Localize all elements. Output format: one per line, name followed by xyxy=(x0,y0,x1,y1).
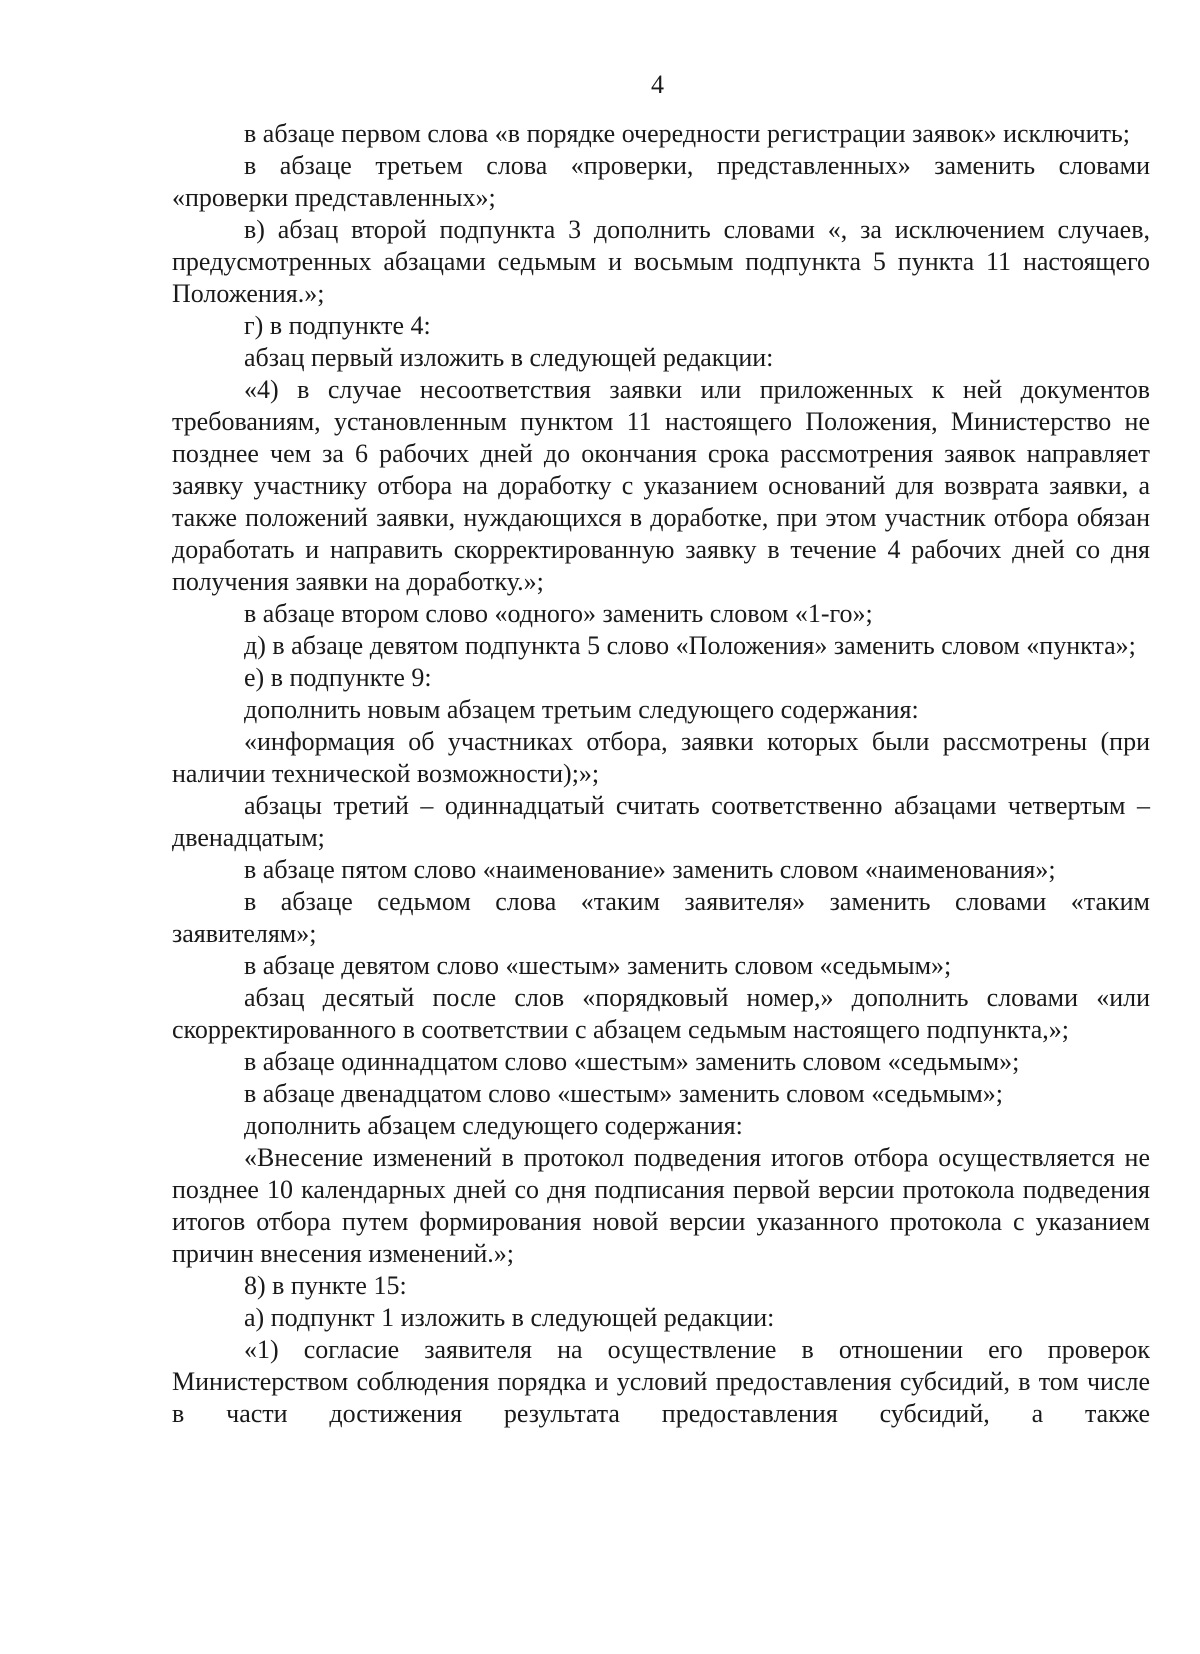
paragraph: в абзаце седьмом слова «таким заявителя» заменить словами «таким заявителям»; xyxy=(172,887,1150,948)
paragraph: е) в подпункте 9: xyxy=(244,663,432,692)
paragraph: дополнить абзацем следующего содержания: xyxy=(244,1111,743,1140)
paragraph: в абзаце одиннадцатом слово «шестым» заменить словом «седьмым»; xyxy=(244,1047,1020,1076)
paragraph: дополнить новым абзацем третьим следующего содержания: xyxy=(244,695,919,724)
paragraph: абзац десятый после слов «порядковый номер,» дополнить словами «или скорректированного в соответствии с абзацем седьмым настоящего подпункта,»; xyxy=(172,983,1150,1044)
paragraph: а) подпункт 1 изложить в следующей редакции: xyxy=(244,1303,775,1332)
paragraph: в абзаце девятом слово «шестым» заменить словом «седьмым»; xyxy=(244,951,952,980)
paragraph: в абзаце втором слово «одного» заменить словом «1-го»; xyxy=(244,599,873,628)
paragraph: г) в подпункте 4: xyxy=(244,311,431,340)
paragraph: в) абзац второй подпункта 3 дополнить словами «, за исключением случаев, предусмотренных абзацами седьмым и восьмым подпункта 5 пункта 11 настоящего Положения.»; xyxy=(172,215,1150,308)
paragraph: «информация об участниках отбора, заявки которых были рассмотрены (при наличии технической возможности);»; xyxy=(172,727,1150,788)
document-body xyxy=(172,118,1150,1430)
paragraph: абзац первый изложить в следующей редакции: xyxy=(244,343,774,372)
paragraph: «Внесение изменений в протокол подведения итогов отбора осуществляется не позднее 10 календарных дней со дня подписания первой версии протокола подведения итогов отбора путем формирования новой версии указанного протокола с указанием причин внесения изменений.»; xyxy=(172,1143,1150,1268)
paragraph: «1) согласие заявителя на осуществление в отношении его проверок Министерством соблюдения порядка и условий предоставления субсидий, в том числе в части достижения результата предоставления субсидий, а также xyxy=(172,1335,1150,1428)
paragraph: в абзаце третьем слова «проверки, представленных» заменить словами «проверки представленных»; xyxy=(172,151,1150,212)
paragraph: д) в абзаце девятом подпункта 5 слово «Положения» заменить словом «пункта»; xyxy=(244,631,1136,660)
paragraph: в абзаце пятом слово «наименование» заменить словом «наименования»; xyxy=(244,855,1056,884)
paragraph: в абзаце двенадцатом слово «шестым» заменить словом «седьмым»; xyxy=(244,1079,1003,1108)
paragraph: 8) в пункте 15: xyxy=(244,1271,407,1300)
paragraph: абзацы третий – одиннадцатый считать соответственно абзацами четвертым – двенадцатым; xyxy=(172,791,1150,852)
paragraph: в абзаце первом слова «в порядке очередности регистрации заявок» исключить; xyxy=(244,119,1131,148)
page-number: 4 xyxy=(651,70,664,99)
paragraph: «4) в случае несоответствия заявки или приложенных к ней документов требованиям, установленным пунктом 11 настоящего Положения, Министерство не позднее чем за 6 рабочих дней до окончания срока рассмотрения заявок направляет заявку участнику отбора на доработку с указанием оснований для возврата заявки, а также положений заявки, нуждающихся в доработке, при этом участник отбора обязан доработать и направить скорректированную заявку в течение 4 рабочих дней со дня получения заявки на доработку.»; xyxy=(172,375,1150,596)
